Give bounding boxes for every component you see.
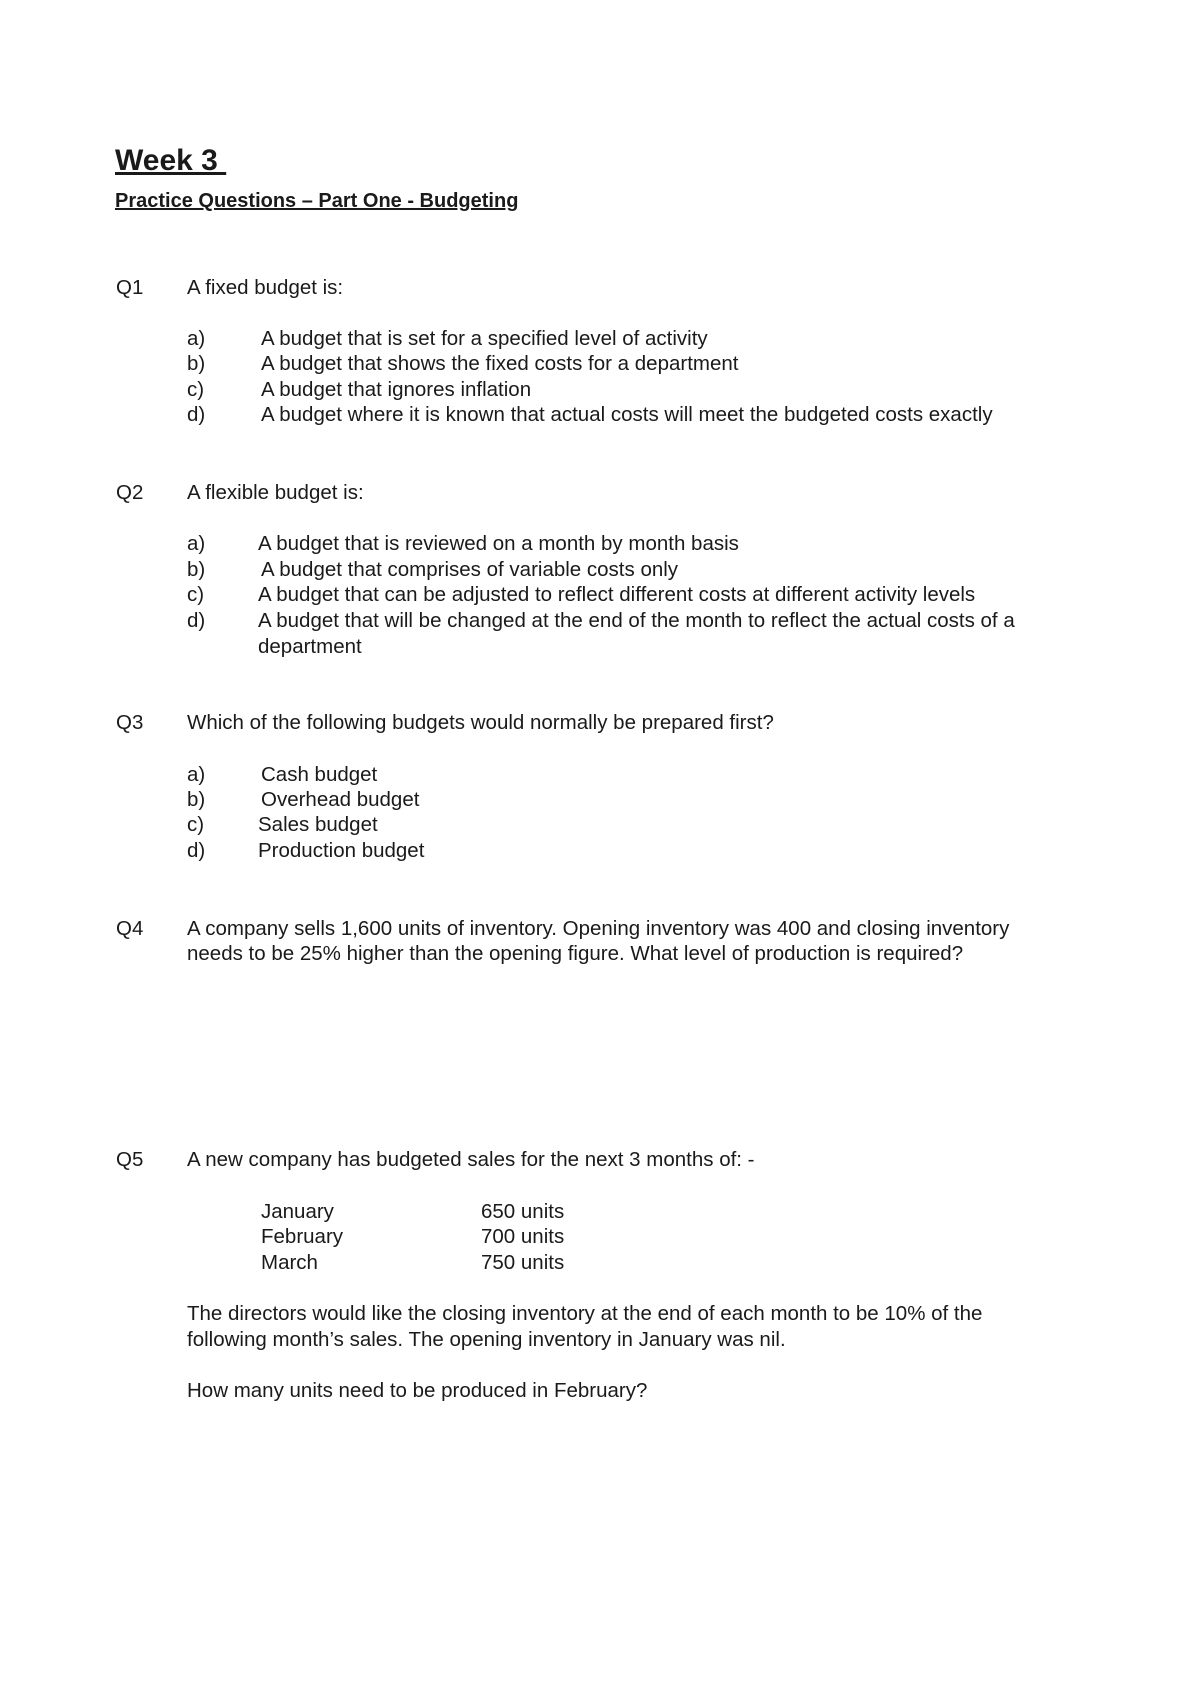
option-text: A budget that will be changed at the end of the month to reflect the actual costs of a — [258, 609, 1015, 632]
option-text: A budget that ignores inflation — [261, 378, 532, 401]
question-text: A new company has budgeted sales for the next 3 months of: - — [187, 1148, 755, 1171]
option-letter: c) — [187, 583, 205, 606]
option-letter: a) — [187, 532, 206, 555]
option-letter: c) — [187, 813, 205, 836]
option-text: A budget that comprises of variable costs only — [261, 558, 679, 581]
question-number: Q3 — [116, 711, 144, 734]
option-text: A budget that shows the fixed costs for a department — [261, 352, 739, 375]
question-text: A fixed budget is: — [187, 276, 344, 299]
option-letter: d) — [187, 609, 206, 632]
question-number: Q5 — [116, 1148, 144, 1171]
sales-month: February — [261, 1225, 344, 1248]
option-text: A budget that can be adjusted to reflect different costs at different activity levels — [258, 583, 976, 606]
question-text: Which of the following budgets would normally be prepared first? — [187, 711, 774, 734]
option-letter: a) — [187, 327, 206, 350]
option-letter: d) — [187, 403, 206, 426]
question-text-line: needs to be 25% higher than the opening figure. What level of production is required? — [187, 942, 964, 965]
option-text: Overhead budget — [261, 788, 420, 811]
question-text-line: A company sells 1,600 units of inventory. Opening inventory was 400 and closing inventory — [187, 917, 1010, 940]
sales-month: January — [261, 1200, 334, 1223]
question-number: Q2 — [116, 481, 144, 504]
option-text: A budget where it is known that actual costs will meet the budgeted costs exactly — [261, 403, 993, 426]
option-text: Sales budget — [258, 813, 378, 836]
question-paragraph-line: following month’s sales. The opening inventory in January was nil. — [187, 1328, 786, 1351]
option-letter: b) — [187, 352, 206, 375]
question-number: Q1 — [116, 276, 144, 299]
option-text-continuation: department — [258, 635, 362, 658]
option-text: Cash budget — [261, 763, 378, 786]
sales-units: 650 units — [481, 1200, 565, 1223]
question-ask: How many units need to be produced in February? — [187, 1379, 648, 1402]
sales-units: 750 units — [481, 1251, 565, 1274]
option-letter: b) — [187, 558, 206, 581]
option-letter: b) — [187, 788, 206, 811]
option-letter: d) — [187, 839, 206, 862]
option-text: A budget that is set for a specified level of activity — [261, 327, 708, 350]
sales-units: 700 units — [481, 1225, 565, 1248]
question-paragraph-line: The directors would like the closing inventory at the end of each month to be 10% of the — [187, 1302, 983, 1325]
question-text: A flexible budget is: — [187, 481, 364, 504]
option-text: Production budget — [258, 839, 425, 862]
option-letter: a) — [187, 763, 206, 786]
sales-month: March — [261, 1251, 318, 1274]
option-text: A budget that is reviewed on a month by month basis — [258, 532, 739, 555]
option-letter: c) — [187, 378, 205, 401]
page-title: Week 3 — [115, 144, 227, 177]
page-subtitle: Practice Questions – Part One - Budgeting — [115, 190, 519, 212]
question-number: Q4 — [116, 917, 144, 940]
